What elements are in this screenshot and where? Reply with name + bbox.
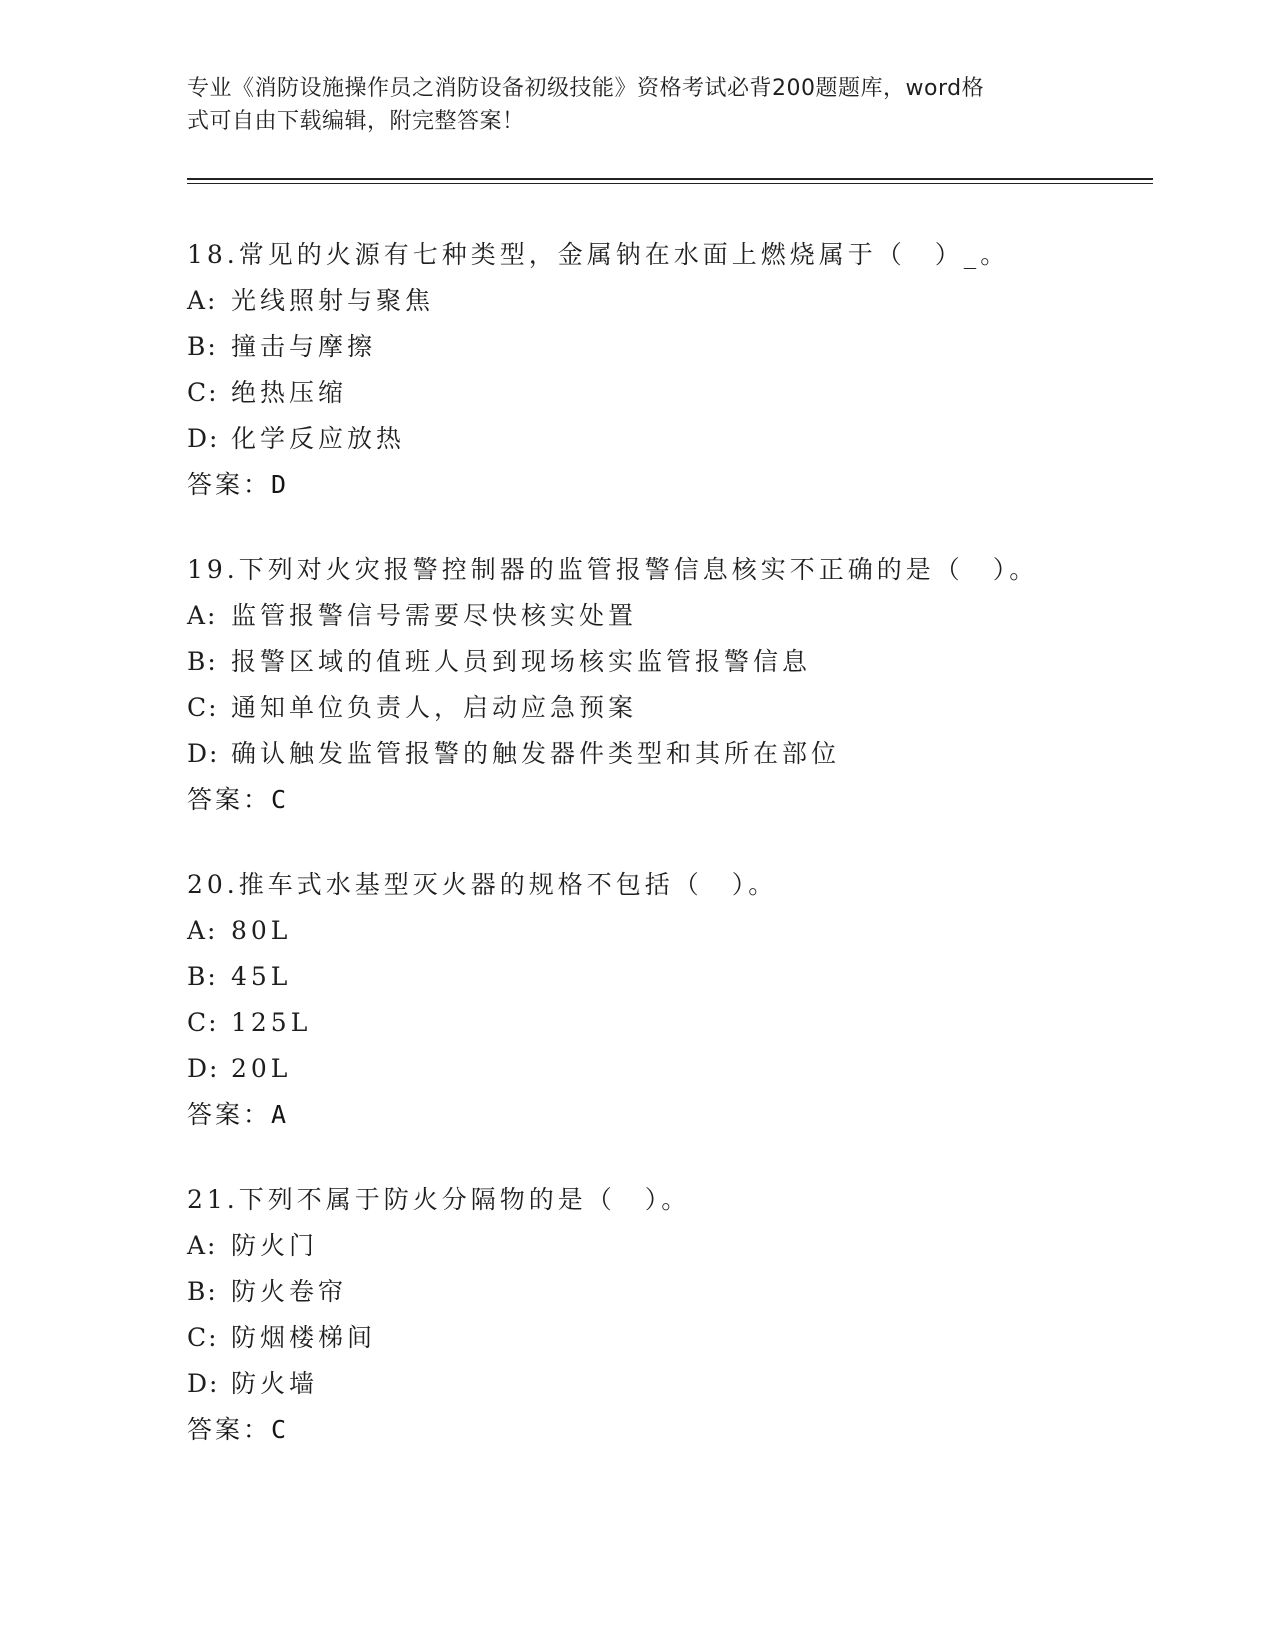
- option-a: [187, 1223, 1137, 1269]
- header-line-1: 专业《消防设施操作员之消防设备初级技能》资格考试必背200题题库，word格: [187, 76, 985, 101]
- option-b: [187, 324, 1137, 370]
- option-letter: D:: [187, 739, 220, 768]
- option-text: 20L: [231, 1054, 292, 1083]
- option-text: 监管报警信号需要尽快核实处置: [231, 601, 638, 630]
- question-number: 19.: [187, 555, 239, 584]
- option-a: [187, 908, 1137, 954]
- option-a: [187, 278, 1137, 324]
- option-letter: B:: [187, 332, 218, 361]
- option-text: 防火墙: [231, 1369, 319, 1398]
- answer-line: [187, 777, 1137, 823]
- option-c: [187, 1000, 1137, 1046]
- question-number: 21.: [187, 1185, 239, 1214]
- answer-line: [187, 462, 1137, 508]
- option-letter: D:: [187, 1369, 220, 1398]
- option-letter: A:: [187, 1231, 218, 1260]
- option-text: 化学反应放热: [231, 424, 406, 453]
- option-text: 绝热压缩: [231, 378, 348, 407]
- question-text: 下列不属于防火分隔物的是（ ）。: [238, 1185, 691, 1214]
- answer-value: D: [271, 470, 287, 499]
- answer-label: 答案：: [187, 1100, 272, 1129]
- question-block-20: [187, 862, 1137, 1138]
- option-text: 撞击与摩擦: [231, 332, 377, 361]
- option-text: 确认触发监管报警的触发器件类型和其所在部位: [231, 739, 841, 768]
- option-letter: D:: [187, 424, 220, 453]
- header-line-2: 式可自由下载编辑，附完整答案！: [187, 109, 525, 134]
- option-c: [187, 685, 1137, 731]
- option-d: [187, 1361, 1137, 1407]
- question-stem: [187, 232, 1137, 278]
- question-block-19: [187, 547, 1137, 823]
- option-text: 光线照射与聚焦: [231, 286, 435, 315]
- answer-value: C: [271, 1415, 287, 1444]
- question-stem: [187, 1177, 1137, 1223]
- option-c: [187, 370, 1137, 416]
- header-divider-bottom: [187, 183, 1153, 184]
- option-d: [187, 731, 1137, 777]
- option-letter: C:: [187, 378, 219, 407]
- option-letter: C:: [187, 693, 219, 722]
- option-letter: B:: [187, 962, 218, 991]
- answer-label: 答案：: [187, 470, 272, 499]
- option-text: 通知单位负责人，启动应急预案: [231, 693, 638, 722]
- question-stem: [187, 862, 1137, 908]
- question-number: 18.: [187, 240, 239, 269]
- option-text: 防烟楼梯间: [231, 1323, 377, 1352]
- option-letter: A:: [187, 916, 218, 945]
- option-text: 125L: [231, 1008, 312, 1037]
- answer-line: [187, 1407, 1137, 1453]
- answer-line: [187, 1092, 1137, 1138]
- option-letter: C:: [187, 1008, 219, 1037]
- option-text: 防火门: [231, 1231, 319, 1260]
- option-text: 报警区域的值班人员到现场核实监管报警信息: [231, 647, 812, 676]
- question-text: 推车式水基型灭火器的规格不包括（ ）。: [238, 870, 778, 899]
- option-letter: D:: [187, 1054, 220, 1083]
- question-text: 常见的火源有七种类型，金属钠在水面上燃烧属于（ ）_。: [238, 240, 1010, 269]
- option-c: [187, 1315, 1137, 1361]
- answer-label: 答案：: [187, 1415, 272, 1444]
- question-block-18: [187, 232, 1137, 508]
- question-stem: [187, 547, 1137, 593]
- answer-value: A: [271, 1100, 287, 1129]
- question-text: 下列对火灾报警控制器的监管报警信息核实不正确的是（ ）。: [238, 555, 1039, 584]
- answer-label: 答案：: [187, 785, 272, 814]
- option-letter: B:: [187, 1277, 218, 1306]
- option-letter: C:: [187, 1323, 219, 1352]
- header-divider-top: [187, 178, 1153, 180]
- option-letter: A:: [187, 286, 218, 315]
- option-d: [187, 1046, 1137, 1092]
- option-letter: A:: [187, 601, 218, 630]
- option-text: 80L: [231, 916, 292, 945]
- answer-value: C: [271, 785, 287, 814]
- option-text: 防火卷帘: [231, 1277, 348, 1306]
- option-text: 45L: [231, 962, 292, 991]
- option-b: [187, 639, 1137, 685]
- option-a: [187, 593, 1137, 639]
- option-d: [187, 416, 1137, 462]
- option-letter: B:: [187, 647, 218, 676]
- option-b: [187, 954, 1137, 1000]
- question-number: 20.: [187, 870, 239, 899]
- question-block-21: [187, 1177, 1137, 1453]
- option-b: [187, 1269, 1137, 1315]
- document-header: [187, 72, 1067, 138]
